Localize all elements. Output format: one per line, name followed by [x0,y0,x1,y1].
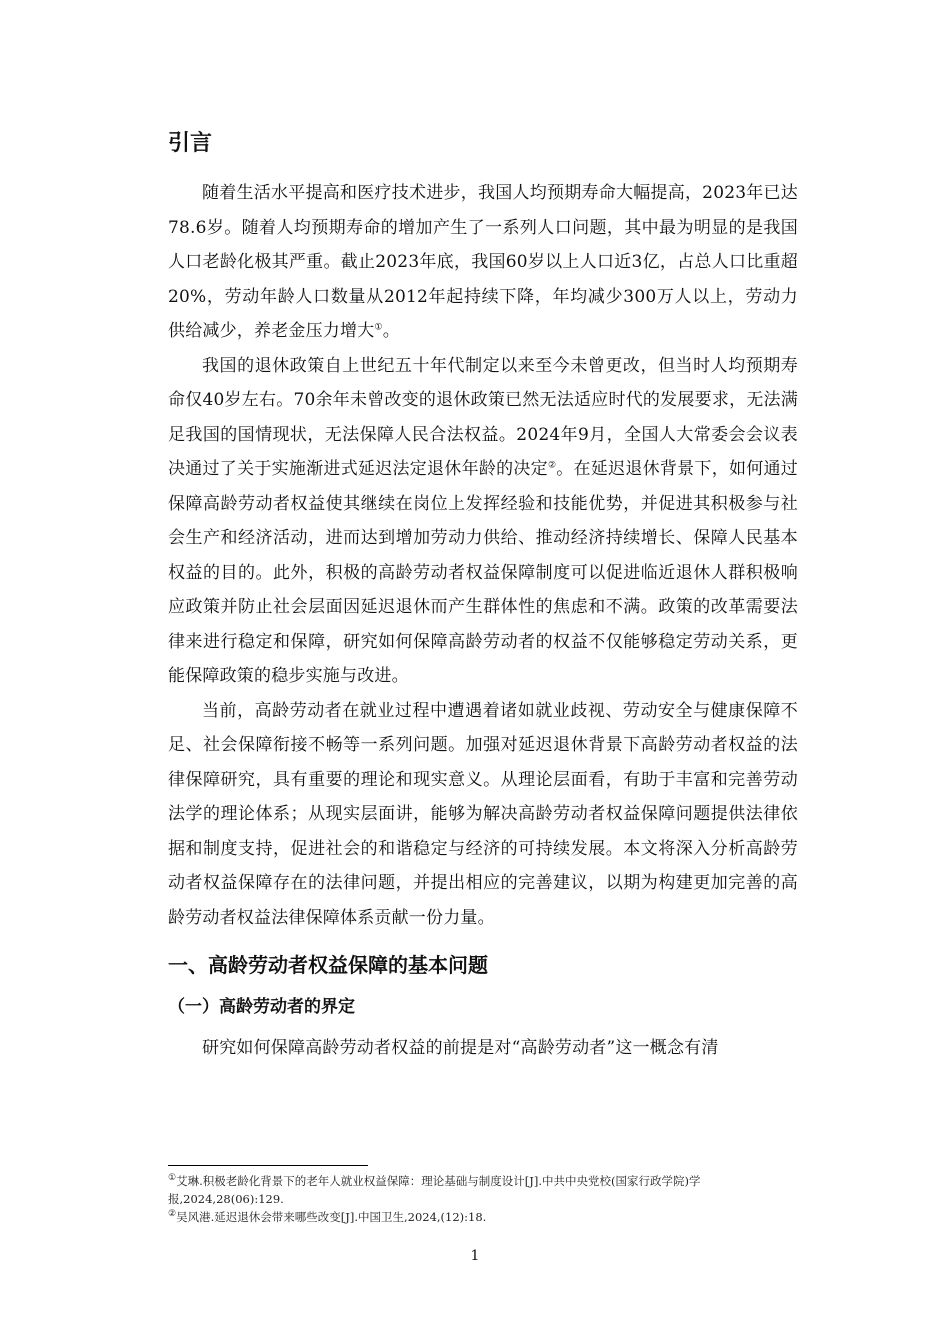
intro-paragraph-1-end: 。 [382,321,400,341]
footnote-divider [168,1165,368,1166]
subsection-1-heading: （一）高龄劳动者的界定 [168,997,355,1017]
intro-paragraph-1-text: 随着生活水平提高和医疗技术进步，我国人均预期寿命大幅提高，2023年已达78.6岁。随着人均预期寿命的增加产生了一系列人口问题，其中最为明显的是我国人口老龄化极其严重。截止2023年底，我国60岁以上人口近3亿，占总人口比重超20%，劳动年龄人口数量从2012年起持续下降，年均减少300万人以上，劳动力供给减少，养老金压力增大 [168,183,798,341]
footnote-2-mark: ② [168,1209,177,1220]
section-1-heading: 一、高龄劳动者权益保障的基本问题 [168,953,488,977]
footnote-1-text: 艾琳.积极老龄化背景下的老年人就业权益保障：理论基础与制度设计[J].中共中央党校(国家行政学院)学报,2024,28(06):129. [168,1174,701,1206]
footnote-2 [168,1208,808,1226]
page-number: 1 [470,1248,480,1264]
footnote-ref-1[interactable]: ① [374,322,383,333]
intro-heading: 引言 [168,131,213,156]
main-content [168,124,798,1066]
footnotes [168,1172,808,1226]
footnote-ref-2[interactable]: ② [547,460,557,471]
footnote-1 [168,1172,808,1208]
subsection-1-paragraph-1: 研究如何保障高龄劳动者权益的前提是对“高龄劳动者”这一概念有清 [202,1038,719,1058]
intro-paragraph-2-end: 。在延迟退休背景下，如何通过保障高龄劳动者权益使其继续在岗位上发挥经验和技能优势，并促进其积极参与社会生产和经济活动，进而达到增加劳动力供给、推动经济持续增长、保障人民基本权益的目的。此外，积极的高龄劳动者权益保障制度可以促进临近退休人群积极响应政策并防止社会层面因延迟退休而产生群体性的焦虑和不满。政策的改革需要法律来进行稳定和保障，研究如何保障高龄劳动者的权益不仅能够稳定劳动关系，更能保障政策的稳步实施与改进。 [168,459,798,686]
footnote-1-mark: ① [168,1173,177,1184]
intro-paragraph-2-text: 我国的退休政策自上世纪五十年代制定以来至今未曾更改，但当时人均预期寿命仅40岁左右。70余年未曾改变的退休政策已然无法适应时代的发展要求，无法满足我国的国情现状，无法保障人民合法权益。2024年9月，全国人大常委会会议表决通过了关于实施渐进式延迟法定退休年龄的决定 [168,355,798,479]
intro-paragraph-3: 当前，高龄劳动者在就业过程中遭遇着诸如就业歧视、劳动安全与健康保障不足、社会保障衔接不畅等一系列问题。加强对延迟退休背景下高龄劳动者权益的法律保障研究，具有重要的理论和现实意义。从理论层面看，有助于丰富和完善劳动法学的理论体系；从现实层面讲，能够为解决高龄劳动者权益保障问题提供法律依据和制度支持，促进社会的和谐稳定与经济的可持续发展。本文将深入分析高龄劳动者权益保障存在的法律问题，并提出相应的完善建议，以期为构建更加完善的高龄劳动者权益法律保障体系贡献一份力量。 [168,700,798,928]
footnote-2-text: 吴风港.延迟退休会带来哪些改变[J].中国卫生,2024,(12):18. [176,1210,487,1224]
intro-paragraph-1 [168,176,798,349]
intro-paragraph-2 [168,349,798,694]
